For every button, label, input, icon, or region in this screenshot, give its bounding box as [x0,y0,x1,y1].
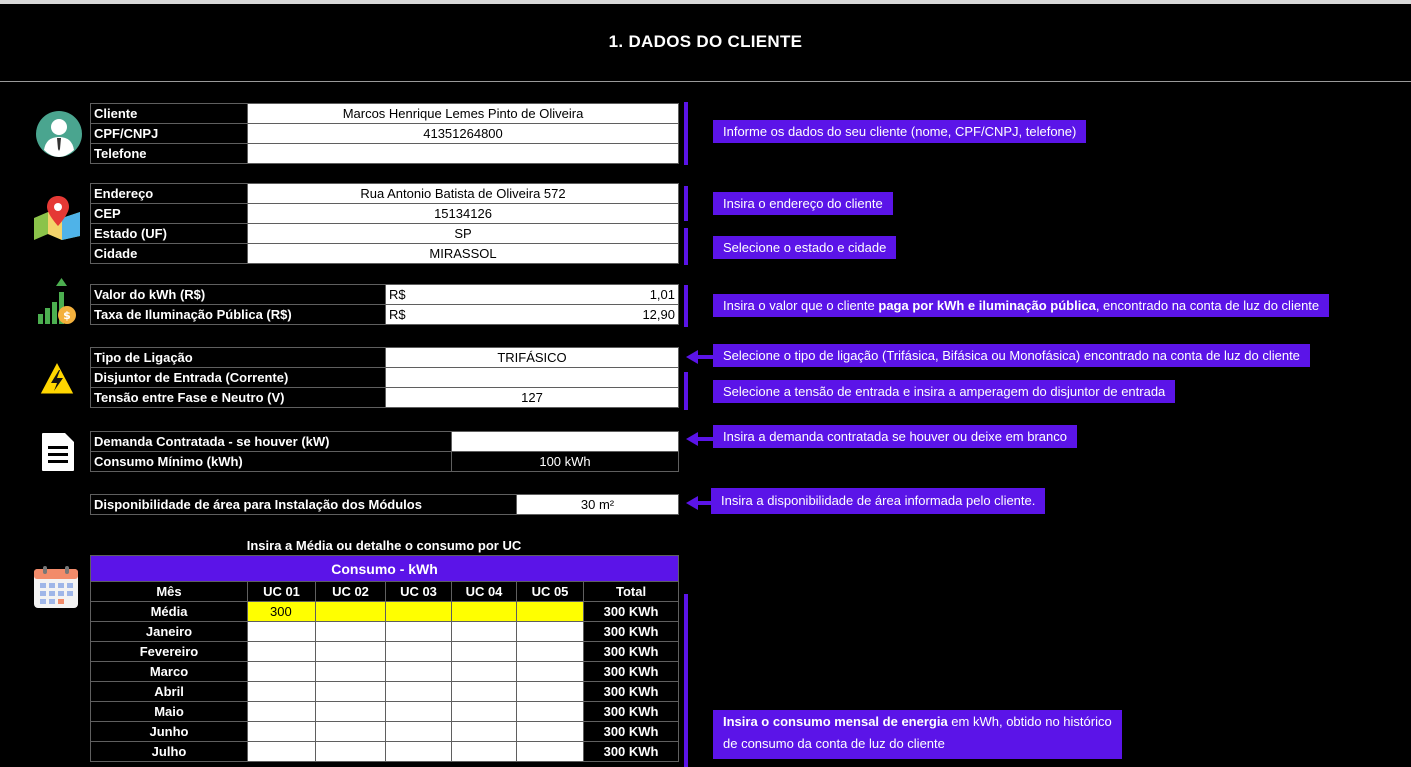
column-header: Mês [91,582,248,602]
voltage-select[interactable]: 127 [386,388,679,408]
uc-input[interactable] [517,662,584,682]
uc-input[interactable] [517,602,584,622]
row-total: 300 KWh [584,642,679,662]
phone-field[interactable] [248,144,679,164]
table-row [91,642,679,662]
table-row [91,388,679,408]
uc-input[interactable] [452,622,517,642]
consumption-caption: Insira a Média ou detalhe o consumo por UC [246,538,522,553]
high-voltage-icon [38,360,76,396]
month-label: Julho [91,742,248,762]
phone-label: Telefone [91,144,248,164]
currency-symbol: R$ [389,307,406,322]
address-table [90,183,679,264]
kwh-price-field[interactable] [386,285,679,305]
uc-input[interactable] [248,742,316,762]
table-header-row [91,556,679,582]
table-row [91,368,679,388]
kwh-price-label: Valor do kWh (R$) [91,285,386,305]
uc-input[interactable] [386,682,452,702]
client-name-field[interactable]: Marcos Henrique Lemes Pinto de Oliveira [248,104,679,124]
connection-type-select[interactable]: TRIFÁSICO [386,348,679,368]
table-row [91,104,679,124]
contracted-demand-label: Demanda Contratada - se houver (kW) [91,432,452,452]
connection-type-label: Tipo de Ligação [91,348,386,368]
demand-note-connector [697,437,713,441]
table-row [91,622,679,642]
column-header: UC 01 [248,582,316,602]
voltage-note-bracket [684,372,688,410]
consumption-note-bold: Insira o consumo mensal de energia [723,714,948,729]
table-row [91,495,679,515]
column-header: Total [584,582,679,602]
address-note: Insira o endereço do cliente [713,192,893,215]
table-row [91,702,679,722]
uc-input[interactable] [248,722,316,742]
cep-field[interactable]: 15134126 [248,204,679,224]
user-icon [36,110,82,158]
table-row [91,184,679,204]
growth-chart-coin-icon [36,278,78,326]
tariff-note-prefix: Insira o valor que o cliente [723,298,879,313]
tariff-note [713,294,1329,317]
uc-input[interactable] [316,722,386,742]
month-label: Junho [91,722,248,742]
uc-input[interactable] [316,742,386,762]
client-note: Informe os dados do seu cliente (nome, CPF/CNPJ, telefone) [713,120,1086,143]
address-note-bracket [684,186,688,221]
city-select[interactable]: MIRASSOL [248,244,679,264]
table-row [91,662,679,682]
month-label: Maio [91,702,248,722]
title-divider [0,81,1411,82]
row-total: 300 KWh [584,682,679,702]
public-lighting-value: 12,90 [642,307,675,322]
currency-symbol: R$ [389,287,406,302]
table-row [91,682,679,702]
uc-input[interactable] [452,602,517,622]
consumption-note-line-1 [723,711,1112,733]
month-label: Marco [91,662,248,682]
breaker-field[interactable] [386,368,679,388]
column-header: UC 03 [386,582,452,602]
table-row [91,285,679,305]
tariff-note-suffix: , encontrado na conta de luz do cliente [1095,298,1320,313]
row-total: 300 KWh [584,742,679,762]
table-row [91,602,679,622]
connection-type-note: Selecione o tipo de ligação (Trifásica, Bifásica ou Monofásica) encontrado na conta de luz do cliente [713,344,1310,367]
uc-input[interactable] [452,662,517,682]
table-column-row [91,582,679,602]
uc-input[interactable] [386,622,452,642]
connection-note-connector [697,355,713,359]
address-label: Endereço [91,184,248,204]
uc-input[interactable] [452,682,517,702]
uc-input[interactable]: 300 [248,602,316,622]
table-row [91,224,679,244]
table-row [91,742,679,762]
uc-input[interactable] [316,662,386,682]
consumption-note [713,710,1122,759]
uc-input[interactable] [517,722,584,742]
row-total: 300 KWh [584,702,679,722]
row-total: 300 KWh [584,722,679,742]
month-label: Janeiro [91,622,248,642]
uc-input[interactable] [386,662,452,682]
table-row [91,305,679,325]
uc-input[interactable] [248,682,316,702]
table-row [91,722,679,742]
uc-input[interactable] [452,742,517,762]
state-note-bracket [684,228,688,265]
uc-input[interactable] [452,642,517,662]
table-row [91,348,679,368]
uc-input[interactable] [452,722,517,742]
row-total: 300 KWh [584,662,679,682]
public-lighting-label: Taxa de Iluminação Pública (R$) [91,305,386,325]
table-row [91,432,679,452]
consumption-table [90,555,679,762]
row-total: 300 KWh [584,622,679,642]
uc-input[interactable] [248,642,316,662]
consumption-note-line-2: de consumo da conta de luz do cliente [723,736,945,751]
uc-input[interactable] [386,702,452,722]
uc-input[interactable] [452,702,517,722]
tariff-note-bracket [684,285,688,327]
client-name-label: Cliente [91,104,248,124]
table-row [91,452,679,472]
contracted-demand-field[interactable] [452,432,679,452]
table-row [91,204,679,224]
uc-input[interactable] [517,702,584,722]
area-field[interactable]: 30 m² [517,495,679,515]
uc-input[interactable] [386,602,452,622]
row-total: 300 KWh [584,602,679,622]
voltage-label: Tensão entre Fase e Neutro (V) [91,388,386,408]
uc-input[interactable] [316,622,386,642]
uc-input[interactable] [386,742,452,762]
state-select[interactable]: SP [248,224,679,244]
public-lighting-field[interactable] [386,305,679,325]
page-title: 1. DADOS DO CLIENTE [608,32,803,51]
client-table [90,103,679,164]
uc-input[interactable] [248,702,316,722]
uc-input[interactable] [517,742,584,762]
cpf-cnpj-label: CPF/CNPJ [91,124,248,144]
table-row [91,244,679,264]
tariff-note-bold: paga por kWh e iluminação pública [878,298,1096,313]
table-row [91,124,679,144]
kwh-price-value: 1,01 [649,287,675,302]
city-label: Cidade [91,244,248,264]
area-note-connector [697,501,711,505]
area-note: Insira a disponibilidade de área informada pelo cliente. [711,488,1045,514]
top-border [0,0,1411,4]
document-icon [40,432,76,472]
address-field[interactable]: Rua Antonio Batista de Oliveira 572 [248,184,679,204]
demand-table [90,431,679,472]
state-label: Estado (UF) [91,224,248,244]
uc-input[interactable] [248,622,316,642]
state-city-note: Selecione o estado e cidade [713,236,896,259]
column-header: UC 04 [452,582,517,602]
uc-input[interactable] [517,622,584,642]
client-note-bracket [684,102,688,165]
month-label: Fevereiro [91,642,248,662]
minimum-consumption-value: 100 kWh [452,452,679,472]
uc-input[interactable] [386,722,452,742]
uc-input[interactable] [316,602,386,622]
area-label: Disponibilidade de área para Instalação dos Módulos [91,495,517,515]
month-label: Média [91,602,248,622]
consumption-note-bracket [684,594,688,767]
cpf-cnpj-field[interactable]: 41351264800 [248,124,679,144]
uc-input[interactable] [316,702,386,722]
consumption-note-suffix: em kWh, obtido no histórico [947,714,1112,729]
cep-label: CEP [91,204,248,224]
breaker-label: Disjuntor de Entrada (Corrente) [91,368,386,388]
demand-note: Insira a demanda contratada se houver ou deixe em branco [713,425,1077,448]
map-pin-icon [32,196,82,240]
uc-input[interactable] [517,642,584,662]
column-header: UC 02 [316,582,386,602]
uc-input[interactable] [517,682,584,702]
tariff-table [90,284,679,325]
uc-input[interactable] [386,642,452,662]
uc-input[interactable] [316,642,386,662]
minimum-consumption-label: Consumo Mínimo (kWh) [91,452,452,472]
voltage-note: Selecione a tensão de entrada e insira a amperagem do disjuntor de entrada [713,380,1175,403]
uc-input[interactable] [248,662,316,682]
uc-input[interactable] [316,682,386,702]
calendar-icon [33,565,79,609]
column-header: UC 05 [517,582,584,602]
table-row [91,144,679,164]
area-table [90,494,679,515]
svg-text:$: $ [63,309,71,322]
consumption-header: Consumo - kWh [91,556,679,582]
month-label: Abril [91,682,248,702]
connection-table [90,347,679,408]
